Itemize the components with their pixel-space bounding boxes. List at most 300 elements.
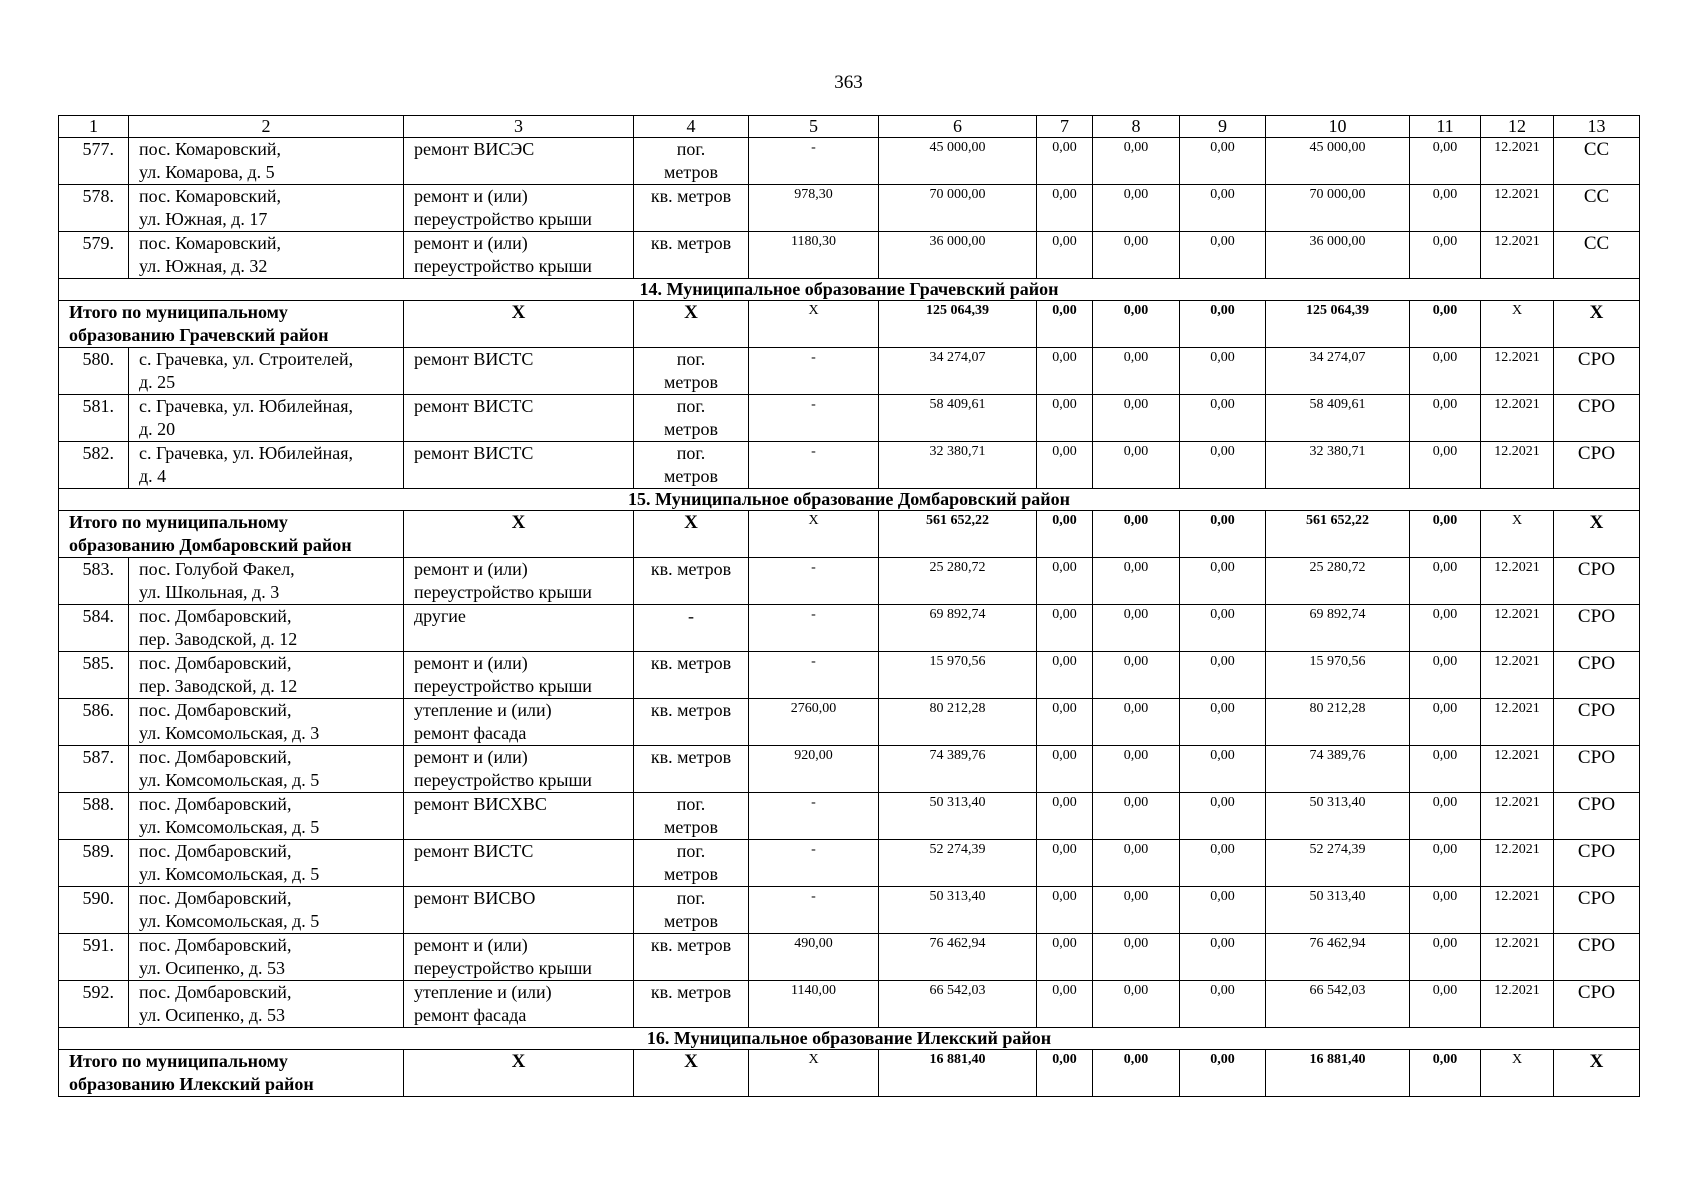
total-col-11-line-1: 0,00 [1432,513,1458,528]
address-line-2: ул. Южная, д. 32 [139,256,268,276]
total-col-6 [879,511,1037,558]
col-12-line-1: 12.2021 [1494,654,1540,669]
col-6 [879,558,1037,605]
col-11-line-1: 0,00 [1432,444,1458,459]
unit-line-1: - [688,606,694,626]
total-col-5 [749,301,879,348]
work-type [404,442,634,489]
address-line-2: ул. Комсомольская, д. 5 [139,817,320,837]
col-7-line-1: 0,00 [1052,444,1077,459]
section-header-row [59,279,1640,301]
address [129,138,404,185]
col-10-line-1: 66 542,03 [1309,983,1366,998]
work-type-line-1: ремонт и (или) [414,186,528,206]
col-6-line-1: 52 274,39 [929,842,986,857]
col-6-line-1: 34 274,07 [929,350,986,365]
col-6 [879,699,1037,746]
col-10 [1266,558,1410,605]
col-8 [1093,887,1180,934]
total-label-line-1: Итого по муниципальному [69,1051,288,1071]
col-12-line-1: 12.2021 [1494,607,1540,622]
col-10-line-1: 69 892,74 [1309,607,1366,622]
unit [634,232,749,279]
work-type-line-1: утепление и (или) [414,700,552,720]
row-number [59,558,129,605]
quantity-line-1: - [811,397,816,412]
col-12 [1481,887,1554,934]
col-7 [1037,887,1093,934]
col-8-line-1: 0,00 [1123,983,1149,998]
col-12-line-1: 12.2021 [1494,795,1540,810]
section-title-line-1: 14. Муниципальное образование Грачевский район [639,279,1059,299]
col-7-line-1: 0,00 [1052,607,1077,622]
total-label-line-2: образованию Илекский район [69,1074,314,1094]
capital-repair-table [58,115,1640,1097]
col-8-line-1: 0,00 [1123,701,1149,716]
quantity [749,699,879,746]
col-13 [1554,558,1640,605]
col-10-line-1: 45 000,00 [1309,140,1366,155]
quantity-line-1: - [811,607,816,622]
work-type-line-2: переустройство крыши [414,958,592,978]
total-row [59,511,1640,558]
address [129,934,404,981]
row-number [59,605,129,652]
row-number-line-1: 586. [82,700,114,720]
col-7-line-1: 0,00 [1052,889,1077,904]
total-label [59,511,404,558]
total-col-10-line-1: 561 652,22 [1306,513,1369,528]
total-col-11 [1410,511,1481,558]
total-col-9 [1180,1050,1266,1097]
unit-line-1: пог. [676,396,706,416]
col-8 [1093,442,1180,489]
col-7-line-1: 0,00 [1052,842,1077,857]
col-10 [1266,605,1410,652]
col-6-line-1: 80 212,28 [929,701,986,716]
total-col-11 [1410,1050,1481,1097]
address [129,699,404,746]
quantity [749,605,879,652]
col-10-line-1: 32 380,71 [1309,444,1366,459]
quantity [749,934,879,981]
unit [634,442,749,489]
col-6 [879,395,1037,442]
quantity-line-1: - [811,140,816,155]
col-13-line-1: СРО [1577,888,1616,909]
row-number-line-1: 590. [82,888,114,908]
total-col-7 [1037,511,1093,558]
row-number [59,138,129,185]
col-7 [1037,442,1093,489]
total-col-4 [634,301,749,348]
quantity-line-1: - [811,444,816,459]
row-number-line-1: 585. [82,653,114,673]
work-type-line-1: другие [414,606,466,626]
address [129,605,404,652]
unit [634,840,749,887]
total-col-8 [1093,301,1180,348]
total-col-8-line-1: 0,00 [1123,303,1149,318]
unit [634,793,749,840]
work-type-line-1: ремонт и (или) [414,747,528,767]
col-12-line-1: 12.2021 [1494,936,1540,951]
total-col-12 [1481,301,1554,348]
col-13 [1554,348,1640,395]
unit-line-1: кв. метров [650,559,732,579]
column-number-9: 9 [1180,116,1266,138]
work-type [404,793,634,840]
col-12 [1481,793,1554,840]
col-7 [1037,746,1093,793]
unit-line-2: метров [664,372,718,392]
work-type-line-1: ремонт и (или) [414,653,528,673]
col-13 [1554,793,1640,840]
work-type [404,138,634,185]
work-type-line-1: ремонт ВИСЭС [414,139,535,159]
col-7 [1037,185,1093,232]
unit [634,185,749,232]
col-7-line-1: 0,00 [1052,936,1077,951]
col-6-line-1: 50 313,40 [929,889,986,904]
col-6 [879,746,1037,793]
quantity-line-1: - [811,654,816,669]
col-7 [1037,395,1093,442]
total-col-9 [1180,301,1266,348]
total-col-6 [879,301,1037,348]
col-9-line-1: 0,00 [1210,701,1235,716]
total-col-7-line-1: 0,00 [1052,1052,1077,1067]
total-col-12 [1481,511,1554,558]
col-12 [1481,138,1554,185]
col-10 [1266,138,1410,185]
col-10 [1266,232,1410,279]
col-10-line-1: 34 274,07 [1309,350,1366,365]
col-10 [1266,348,1410,395]
col-7 [1037,840,1093,887]
col-7-line-1: 0,00 [1052,748,1077,763]
col-7-line-1: 0,00 [1052,234,1077,249]
total-col-9-line-1: 0,00 [1210,1052,1235,1067]
address [129,442,404,489]
row-number [59,981,129,1028]
col-13 [1554,934,1640,981]
col-6-line-1: 69 892,74 [929,607,986,622]
table-row [59,840,1640,887]
col-6 [879,232,1037,279]
col-9-line-1: 0,00 [1210,936,1235,951]
col-13-line-1: СС [1583,186,1610,207]
work-type-line-2: переустройство крыши [414,256,592,276]
col-12 [1481,348,1554,395]
col-13-line-1: СРО [1577,396,1616,417]
row-number-line-1: 582. [82,443,114,463]
col-7-line-1: 0,00 [1052,560,1077,575]
col-13-line-1: СРО [1577,349,1616,370]
total-col-12-line-1: X [1511,513,1523,528]
total-label-line-2: образованию Грачевский район [69,325,329,345]
row-number [59,395,129,442]
table-row [59,793,1640,840]
address [129,793,404,840]
col-12-line-1: 12.2021 [1494,701,1540,716]
address-line-1: с. Грачевка, ул. Строителей, [139,349,354,369]
address-line-2: ул. Южная, д. 17 [139,209,268,229]
section-title [59,1028,1640,1050]
col-9 [1180,185,1266,232]
col-8-line-1: 0,00 [1123,187,1149,202]
quantity-line-1: - [811,795,816,810]
col-12-line-1: 12.2021 [1494,842,1540,857]
col-9-line-1: 0,00 [1210,842,1235,857]
col-7 [1037,652,1093,699]
row-number [59,699,129,746]
total-col-8-line-1: 0,00 [1123,1052,1149,1067]
col-13-line-1: СРО [1577,559,1616,580]
total-col-10-line-1: 16 881,40 [1309,1052,1366,1067]
address [129,652,404,699]
column-number-10: 10 [1266,116,1410,138]
column-number-row [59,116,1640,138]
address-line-2: д. 20 [139,419,176,439]
col-10-line-1: 58 409,61 [1309,397,1366,412]
col-9-line-1: 0,00 [1210,795,1235,810]
total-col-4-line-1: X [684,302,698,323]
col-11 [1410,934,1481,981]
col-10 [1266,793,1410,840]
col-13-line-1: СРО [1577,841,1616,862]
quantity-line-1: 978,30 [794,187,833,202]
unit [634,746,749,793]
table-row [59,699,1640,746]
work-type [404,887,634,934]
col-6-line-1: 58 409,61 [929,397,986,412]
work-type [404,348,634,395]
quantity-line-1: 490,00 [794,936,833,951]
quantity [749,185,879,232]
address-line-1: пос. Комаровский, [139,233,281,253]
col-11-line-1: 0,00 [1432,187,1458,202]
col-10 [1266,887,1410,934]
unit [634,558,749,605]
col-10-line-1: 74 389,76 [1309,748,1366,763]
col-12 [1481,232,1554,279]
work-type [404,232,634,279]
quantity [749,395,879,442]
col-6 [879,138,1037,185]
work-type-line-2: переустройство крыши [414,209,592,229]
work-type [404,185,634,232]
total-label-line-2: образованию Домбаровский район [69,535,352,555]
col-7 [1037,558,1093,605]
total-col-3 [404,1050,634,1097]
col-8-line-1: 0,00 [1123,350,1149,365]
unit-line-2: метров [664,864,718,884]
unit [634,395,749,442]
col-7 [1037,348,1093,395]
col-9 [1180,652,1266,699]
col-9 [1180,840,1266,887]
table-row [59,746,1640,793]
address-line-2: д. 25 [139,372,176,392]
total-col-7-line-1: 0,00 [1052,513,1077,528]
col-9 [1180,699,1266,746]
col-12 [1481,558,1554,605]
col-8-line-1: 0,00 [1123,444,1149,459]
col-8-line-1: 0,00 [1123,795,1149,810]
col-11-line-1: 0,00 [1432,795,1458,810]
unit-line-1: пог. [676,888,706,908]
col-10-line-1: 36 000,00 [1309,234,1366,249]
col-9 [1180,934,1266,981]
col-9-line-1: 0,00 [1210,187,1235,202]
col-9-line-1: 0,00 [1210,350,1235,365]
col-6-line-1: 76 462,94 [929,936,986,951]
table-row [59,981,1640,1028]
unit-line-2: метров [664,419,718,439]
col-8-line-1: 0,00 [1123,889,1149,904]
column-number-2: 2 [129,116,404,138]
total-col-13-line-1: X [1589,512,1604,533]
col-12 [1481,605,1554,652]
total-col-6 [879,1050,1037,1097]
col-12-line-1: 12.2021 [1494,889,1540,904]
total-col-5 [749,1050,879,1097]
col-12-line-1: 12.2021 [1494,748,1540,763]
table-row [59,652,1640,699]
row-number-line-1: 588. [82,794,114,814]
address-line-2: ул. Комсомольская, д. 5 [139,864,320,884]
total-col-12-line-1: X [1511,303,1523,318]
col-6 [879,840,1037,887]
col-11 [1410,793,1481,840]
col-11 [1410,395,1481,442]
col-13 [1554,138,1640,185]
row-number-line-1: 591. [82,935,114,955]
address [129,395,404,442]
section-header-row [59,489,1640,511]
col-8-line-1: 0,00 [1123,936,1149,951]
address-line-2: ул. Осипенко, д. 53 [139,1005,286,1025]
work-type-line-1: утепление и (или) [414,982,552,1002]
col-7-line-1: 0,00 [1052,350,1077,365]
address-line-2: ул. Комарова, д. 5 [139,162,275,182]
unit-line-2: метров [664,817,718,837]
total-label-line-1: Итого по муниципальному [69,512,288,532]
total-col-13 [1554,1050,1640,1097]
total-col-11 [1410,301,1481,348]
row-number-line-1: 592. [82,982,114,1002]
row-number [59,746,129,793]
address-line-1: пос. Домбаровский, [139,606,292,626]
address-line-1: пос. Голубой Факел, [139,559,295,579]
col-11-line-1: 0,00 [1432,983,1458,998]
work-type [404,558,634,605]
col-13-line-1: СРО [1577,794,1616,815]
col-9-line-1: 0,00 [1210,560,1235,575]
col-7-line-1: 0,00 [1052,187,1077,202]
col-12 [1481,442,1554,489]
col-13 [1554,746,1640,793]
address-line-2: д. 4 [139,466,167,486]
row-number [59,442,129,489]
col-12-line-1: 12.2021 [1494,444,1540,459]
total-col-4 [634,1050,749,1097]
col-10 [1266,840,1410,887]
total-row [59,301,1640,348]
col-8 [1093,605,1180,652]
col-8 [1093,348,1180,395]
work-type [404,746,634,793]
col-12-line-1: 12.2021 [1494,397,1540,412]
col-9-line-1: 0,00 [1210,654,1235,669]
total-col-6-line-1: 125 064,39 [926,303,989,318]
quantity-line-1: - [811,560,816,575]
col-9-line-1: 0,00 [1210,607,1235,622]
column-number-3: 3 [404,116,634,138]
total-col-5 [749,511,879,558]
unit-line-2: метров [664,466,718,486]
quantity-line-1: - [811,842,816,857]
col-9-line-1: 0,00 [1210,444,1235,459]
col-6-line-1: 45 000,00 [929,140,986,155]
address-line-2: ул. Комсомольская, д. 3 [139,723,320,743]
row-number-line-1: 584. [82,606,114,626]
col-12 [1481,395,1554,442]
table-row [59,232,1640,279]
table-row [59,138,1640,185]
row-number [59,840,129,887]
address-line-1: пос. Домбаровский, [139,841,292,861]
quantity [749,793,879,840]
col-8 [1093,746,1180,793]
col-7-line-1: 0,00 [1052,701,1077,716]
address [129,185,404,232]
col-8 [1093,558,1180,605]
table-row [59,442,1640,489]
total-col-13 [1554,511,1640,558]
quantity [749,138,879,185]
work-type [404,840,634,887]
row-number [59,934,129,981]
total-col-10 [1266,511,1410,558]
col-8-line-1: 0,00 [1123,560,1149,575]
total-col-5-line-1: X [808,303,819,318]
col-10-line-1: 25 280,72 [1309,560,1366,575]
col-12-line-1: 12.2021 [1494,187,1540,202]
table-row [59,185,1640,232]
total-col-11-line-1: 0,00 [1432,1052,1458,1067]
col-9-line-1: 0,00 [1210,234,1235,249]
col-11 [1410,840,1481,887]
total-col-7 [1037,1050,1093,1097]
col-10 [1266,746,1410,793]
work-type-line-1: ремонт ВИСТС [414,443,534,463]
col-11-line-1: 0,00 [1432,350,1458,365]
col-9-line-1: 0,00 [1210,748,1235,763]
col-10-line-1: 70 000,00 [1309,187,1366,202]
unit-line-1: пог. [676,841,706,861]
quantity [749,887,879,934]
col-6 [879,934,1037,981]
row-number-line-1: 579. [82,233,114,253]
row-number [59,348,129,395]
work-type-line-2: переустройство крыши [414,582,592,602]
col-6-line-1: 32 380,71 [929,444,986,459]
table-row [59,348,1640,395]
total-col-12-line-1: X [1511,1052,1523,1067]
quantity [749,232,879,279]
